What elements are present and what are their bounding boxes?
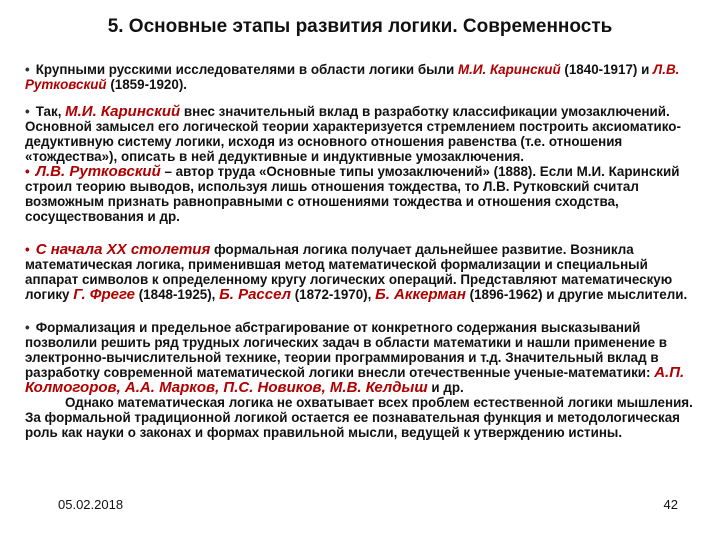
footer-date: 05.02.2018 <box>58 497 124 512</box>
text: Формализация и предельное абстрагирование от конкретного содержания высказываний позволили решить ряд трудных логических задач в области математики и нашли применение в электронно-вычислительной технике, теории программирования и т.д. Значительный вклад в разработку современной математической логики внесли отечественные ученые-математики: <box>25 320 668 380</box>
text: – автор труда «Основные типы умозаключений» (1888). Если М.И. Каринский строил теорию выводов, используя лишь отношения тождества, то Л.В. Рутковский считал возможным признать равноправными с отношениями тождества и отношения сходства, сосуществования и др. <box>25 164 680 224</box>
slide-title: 5. Основные этапы развития логики. Современность <box>107 16 613 37</box>
era-heading: С начала XX столетия <box>35 241 211 258</box>
paragraph-5 <box>25 320 700 395</box>
person-name: Л.В. Рутковский <box>25 62 680 92</box>
text: (1840-1917) и <box>560 62 654 77</box>
text: Крупными русскими исследователями в области логики были <box>35 62 458 77</box>
text: (1872-1970), <box>290 287 376 302</box>
paragraph-6 <box>25 395 700 440</box>
person-name: М.И. Каринский <box>65 103 181 120</box>
text: Однако математическая логика не охватывает всех проблем естественной логики мышления. За формальной традиционной логикой остается ее познавательная функция и методологическая роль как науки о законах и формах правильной мысли, ведущей к утверждению истины. <box>25 395 693 440</box>
person-name: Б. Аккерман <box>375 286 466 303</box>
text: внес значительный вклад в разработку классификации умозаключений. Основной замысел его логической теории характеризуется стремлением построить аксиоматико-дедуктивную систему логики, исходя из основного отношения равенства (т.е. отношения «тождества»), описать в ней дедуктивные и индуктивные умозаключения. <box>25 104 681 164</box>
text: (1848-1925), <box>135 287 220 302</box>
text: (1859-1920). <box>106 77 188 92</box>
bullet-icon: • <box>25 62 30 77</box>
paragraph-2 <box>25 104 700 164</box>
text: Так, <box>35 104 66 119</box>
bullet-icon: • <box>25 242 30 257</box>
person-name: М.И. Каринский <box>458 62 561 77</box>
paragraph-4 <box>25 242 700 302</box>
person-names: А.П. Колмогоров, А.А. Марков, П.С. Новиков, М.В. Келдыш <box>25 364 685 396</box>
person-name: Б. Рассел <box>219 286 291 303</box>
paragraph-3 <box>25 164 700 224</box>
bullet-icon: • <box>25 320 30 335</box>
person-name: Л.В. Рутковский <box>35 163 161 180</box>
paragraph-1 <box>25 62 700 92</box>
slide-content <box>25 62 700 440</box>
bullet-icon: • <box>25 104 30 119</box>
person-name: Г. Фреге <box>73 286 135 303</box>
text: (1896-1962) и другие мыслители. <box>465 287 688 302</box>
text: и др. <box>427 380 464 395</box>
bullet-icon: • <box>25 164 30 179</box>
text: формальная логика получает дальнейшее развитие. Возникла математическая логика, применившая метод математической формализации и специальный аппарат символов к определенному кругу логических операций. Представляют математическую логику <box>25 242 673 302</box>
page-number: 42 <box>663 497 678 512</box>
